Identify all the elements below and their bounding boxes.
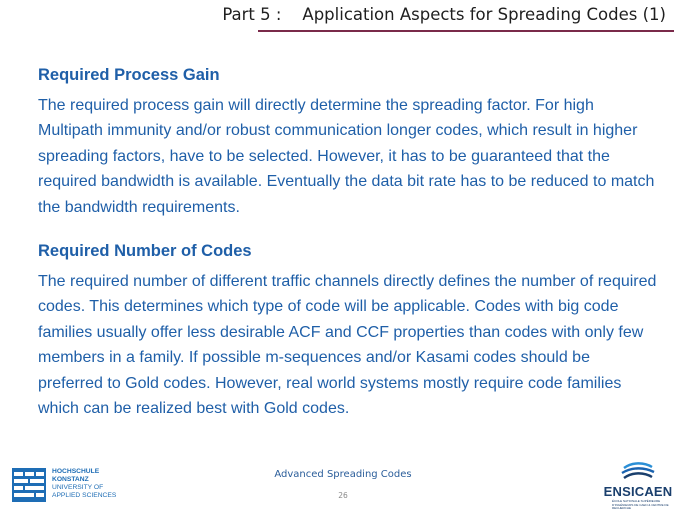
section-heading-process-gain: Required Process Gain [38,66,220,84]
htwg-line-3: UNIVERSITY OF [52,484,104,491]
section-heading-number-of-codes: Required Number of Codes [38,242,252,261]
ensicaen-wave-icon [620,462,656,484]
htwg-line-4: APPLIED SCIENCES [52,492,117,499]
ensicaen-wordmark: ENSICAEN [603,484,673,499]
title-underline [258,30,674,32]
ensicaen-tagline: ÉCOLE NATIONALE SUPÉRIEURE D'INGÉNIEURS DE CAEN & CENTRE DE RECHERCHE [612,499,669,511]
slide-title: Part 5 : Application Aspects for Spreading Codes (1) [222,5,666,24]
page-number: 26 [338,491,348,500]
slide-content [38,66,658,421]
section-body-process-gain: The required process gain will directly determine the spreading factor. For high Multipath immunity and/or robust communication longer codes, which result in higher spreading factors, have to be selected. However, it has to be guaranteed that the required bandwidth is available. Eventually the data bit rate has to be reduced to match the bandwidth requirements. [38,97,655,216]
ensicaen-logo [598,462,678,512]
footer-caption: Advanced Spreading Codes [274,469,412,480]
section-body-number-of-codes: The required number of different traffic channels directly defines the number of required codes. This determines which type of code will be applicable. Codes with big code families usually offer less desirable ACF and CCF properties than codes with only few members in a family. If possible m-sequences and/or Kasami codes should be preferred to Gold codes. However, real world systems mostly require code families which can be realized best with Gold codes. [38,273,657,418]
htwg-line-1: HOCHSCHULE [52,468,100,475]
htwg-line-2: KONSTANZ [52,476,89,483]
